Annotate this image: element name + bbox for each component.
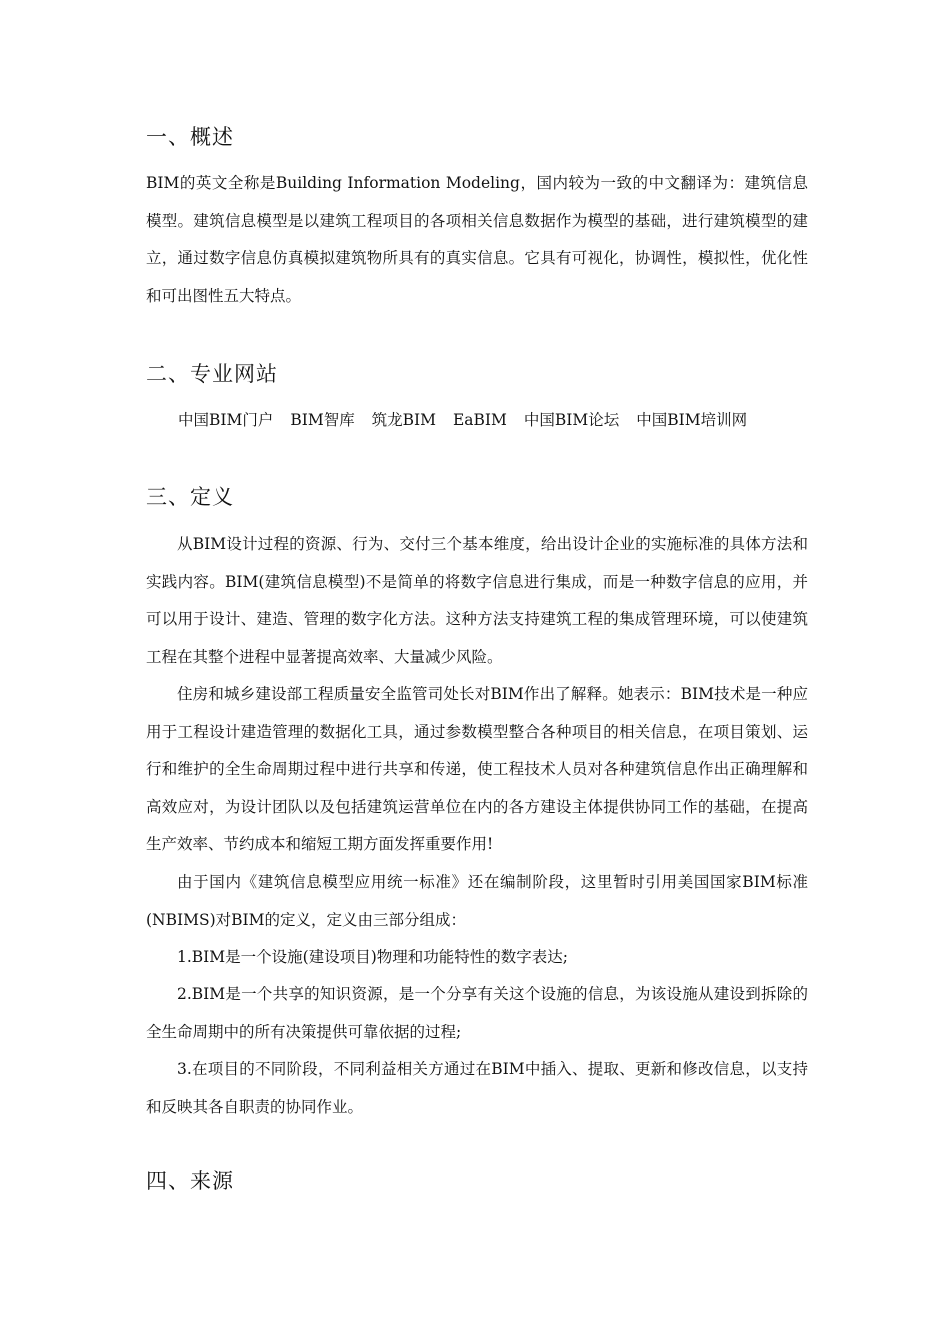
site-link-zhulong-bim[interactable]: 筑龙BIM [371,411,437,429]
definition-paragraph-3: 由于国内《建筑信息模型应用统一标准》还在编制阶段，这里暂时引用美国国家BIM标准(NBIMS)对BIM的定义，定义由三部分组成： [146,873,808,929]
site-link-china-bim-forum[interactable]: 中国BIM论坛 [523,411,620,429]
site-link-china-bim-training[interactable]: 中国BIM培训网 [636,411,748,429]
website-list [178,406,759,434]
site-link-eabim[interactable]: EaBIM [452,411,507,429]
section-heading-websites: 二、专业网站 [146,362,278,386]
overview-paragraph: BIM的英文全称是Building Information Modeling，国内较为一致的中文翻译为：建筑信息模型。建筑信息模型是以建筑工程项目的各项相关信息数据作为模型的基础，进行建筑模型的建立，通过数字信息仿真模拟建筑物所具有的真实信息。它具有可视化，协调性，模拟性，优化性和可出图性五大特点。 [146,174,808,305]
definition-paragraph-1: 从BIM设计过程的资源、行为、交付三个基本维度，给出设计企业的实施标准的具体方法和实践内容。BIM(建筑信息模型)不是简单的将数字信息进行集成，而是一种数字信息的应用，并可以用于设计、建造、管理的数字化方法。这种方法支持建筑工程的集成管理环境，可以使建筑工程在其整个进程中显著提高效率、大量减少风险。 [146,535,808,666]
definition-paragraph-2: 住房和城乡建设部工程质量安全监管司处长对BIM作出了解释。她表示：BIM技术是一种应用于工程设计建造管理的数据化工具，通过参数模型整合各种项目的相关信息，在项目策划、运行和维护的全生命周期过程中进行共享和传递，使工程技术人员对各种建筑信息作出正确理解和高效应对，为设计团队以及包括建筑运营单位在内的各方建设主体提供协同工作的基础，在提高生产效率、节约成本和缩短工期方面发挥重要作用! [146,685,808,853]
section-heading-overview: 一、概述 [146,125,234,149]
site-link-china-bim-portal[interactable]: 中国BIM门户 [178,411,274,429]
section-heading-definition: 三、定义 [146,485,234,509]
site-link-bim-think-tank[interactable]: BIM智库 [290,411,355,429]
definition-item-1: 1.BIM是一个设施(建设项目)物理和功能特性的数字表达; [177,948,568,966]
definition-item-3: 3.在项目的不同阶段，不同利益相关方通过在BIM中插入、提取、更新和修改信息，以支持和反映其各自职责的协同作业。 [146,1060,808,1116]
section-heading-origin: 四、来源 [146,1169,234,1193]
definition-item-2: 2.BIM是一个共享的知识资源，是一个分享有关这个设施的信息，为该设施从建设到拆除的全生命周期中的所有决策提供可靠依据的过程; [146,985,808,1041]
